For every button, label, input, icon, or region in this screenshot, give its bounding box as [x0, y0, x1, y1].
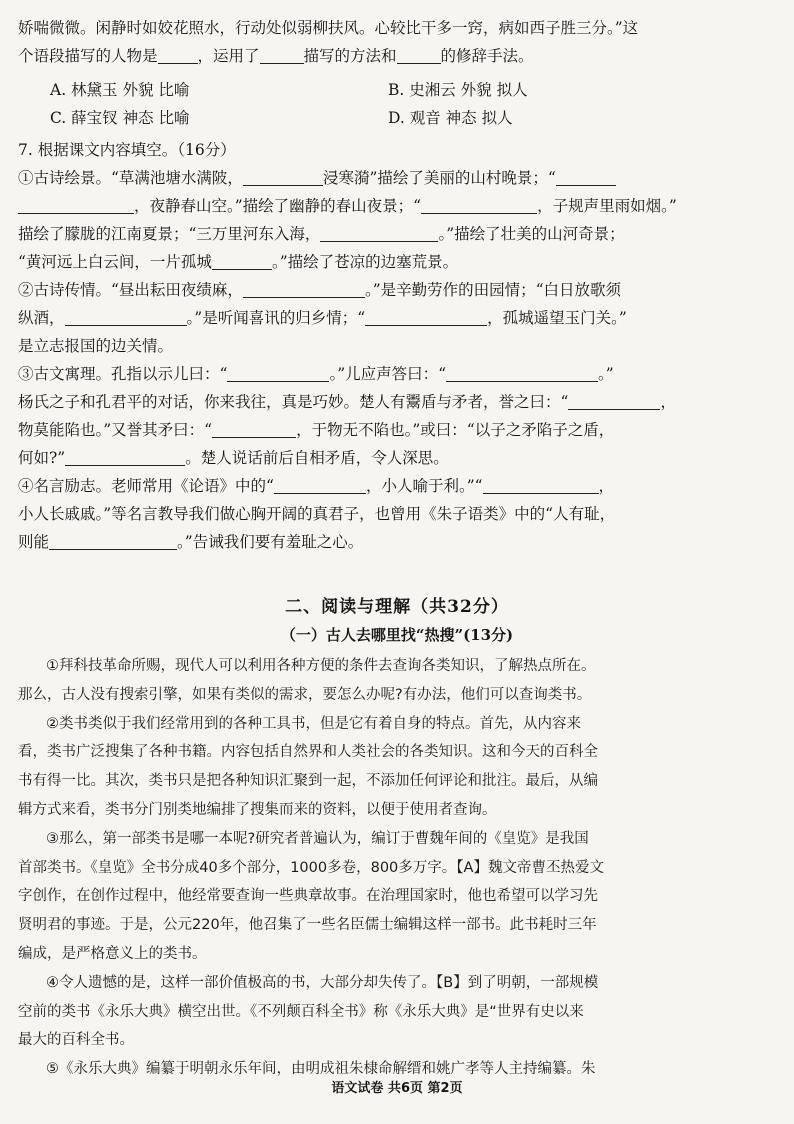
q7-line [18, 248, 776, 276]
answer-blank[interactable] [227, 365, 329, 382]
answer-blank[interactable] [274, 477, 366, 494]
option-d[interactable]: D. 观音 神态 拟人 [388, 109, 513, 127]
answer-blank[interactable] [320, 225, 438, 242]
q7-line [18, 444, 776, 472]
q7-text: ④名言励志。老师常用《论语》中的“ [18, 477, 274, 495]
question-7 [18, 136, 776, 556]
answer-blank[interactable] [18, 197, 134, 214]
section-title: 二、阅读与理解（共32分） [285, 597, 509, 617]
q7-text: ，于物无不陷也。”或曰：“以子之矛陷子之盾， [296, 421, 615, 439]
q7-text: ②古诗传情。“昼出耘田夜绩麻， [18, 281, 243, 299]
passage-line: 书有得一比。其次，类书只是把各种知识汇聚到一起，不添加任何评论和批注。最后，从编 [18, 773, 598, 790]
q7-text: 纵酒， [18, 309, 65, 327]
passage-line: 贤明君的事迹。于是，公元220年，他召集了一些名臣儒士编辑这样一部书。此书耗时三年 [18, 917, 597, 934]
q7-line [18, 360, 776, 388]
q7-line [18, 164, 776, 192]
answer-blank[interactable] [421, 197, 537, 214]
option-a[interactable]: A. 林黛玉 外貌 比喻 [50, 81, 190, 99]
answer-blank[interactable] [568, 393, 660, 410]
answer-blank[interactable] [446, 365, 598, 382]
q6-text-line-blanks [18, 42, 776, 70]
answer-blank[interactable] [365, 309, 487, 326]
answer-blank[interactable] [243, 169, 323, 186]
reading-passage [18, 652, 778, 1084]
q7-text: 。”告诫我们要有羞耻之心。 [177, 533, 364, 551]
q7-text: ， [660, 393, 676, 411]
passage-line: 看，类书广泛搜集了各种书籍。内容包括自然界和人类社会的各类知识。这和今天的百科全 [18, 744, 598, 761]
passage-line: 首部类书。《皇览》全书分成40多个部分，1000多卷，800多万字。【A】魏文帝曹丕热爱文 [18, 859, 604, 876]
q7-line [18, 388, 776, 416]
q7-line [18, 528, 776, 556]
option-b[interactable]: B. 史湘云 外貌 拟人 [388, 81, 528, 99]
q7-text: 。” [598, 365, 614, 383]
passage-line: 空前的类书《永乐大典》横空出世。《不列颠百科全书》称《永乐大典》是“世界有史以来 [18, 1003, 584, 1020]
q6-text: 描写的方法和 [303, 47, 397, 65]
q7-text: ，子规声里雨如烟。” [537, 197, 677, 215]
q7-text: 物莫能陷也。”又誉其矛曰：“ [18, 421, 213, 439]
passage-line: ③那么，第一部类书是哪一本呢?研究者普遍认为，编订于曹魏年间的《皇览》是我国 [46, 830, 589, 847]
q7-text: ，夜静春山空。”描绘了幽静的春山夜景；“ [134, 197, 422, 215]
answer-blank[interactable] [212, 253, 272, 270]
passage-line: 编成，是严格意义上的类书。 [18, 945, 207, 962]
answer-blank[interactable] [260, 47, 304, 64]
q6-text: 的修辞手法。 [440, 47, 534, 65]
q7-text: 。楚人说话前后自相矛盾，令人深思。 [185, 449, 449, 467]
passage-line: ②类书类似于我们经常用到的各种工具书，但是它有着自身的特点。首先，从内容来 [46, 715, 581, 732]
passage-line: ①拜科技革命所赐，现代人可以利用各种方便的条件去查询各类知识，了解热点所在。 [46, 658, 596, 674]
answer-blank[interactable] [65, 309, 187, 326]
q7-text: ①古诗绘景。“草满池塘水满陂， [18, 169, 243, 187]
passage-line: ⑤《永乐大典》编纂于明朝永乐年间，由明成祖朱棣命解缙和姚广孝等人主持编纂。朱 [46, 1061, 596, 1078]
q7-text: 。”描绘了苍凉的边塞荒景。 [271, 253, 459, 271]
q7-text: ，孤城遥望玉门关。” [487, 309, 627, 327]
q7-title: 7. 根据课文内容填空。（16分） [18, 141, 236, 159]
q7-text: “黄河远上白云间，一片孤城 [18, 253, 212, 271]
q7-line: 小人长戚戚。”等名言教导我们做心胸开阔的真君子，也曾用《朱子语类》中的“人有耻， [18, 505, 616, 523]
question-6 [18, 14, 776, 70]
q7-line [18, 220, 776, 248]
page-footer: 语文试卷 共6页 第2页 [331, 1081, 463, 1096]
q7-line [18, 416, 776, 444]
answer-blank[interactable] [212, 421, 296, 438]
q7-text: 杨氏之子和孔君平的对话，你来我往，真是巧妙。楚人有鬻盾与矛者，誉之曰：“ [18, 393, 569, 411]
q6-text-line: 娇喘微微。闲静时如姣花照水，行动处似弱柳扶风。心较比干多一窍，病如西子胜三分。”这 [18, 19, 639, 37]
q7-text: ③古文寓理。孔指以示儿曰：“ [18, 365, 228, 383]
q7-text: 。”儿应声答曰：“ [329, 365, 447, 383]
q7-line [18, 304, 776, 332]
q7-text: ，小人喻于利。”“ [365, 477, 483, 495]
passage-line: 最大的百科全书。 [18, 1032, 134, 1049]
q7-text: 浸寒漪”描绘了美丽的山村晚景；“ [322, 169, 556, 187]
passage-line: 那么，古人没有搜索引擎，如果有类似的需求，要怎么办呢?有办法，他们可以查询类书。 [18, 686, 592, 703]
passage-line: 字创作，在创作过程中，他经常要查询一些典章故事。在治理国家时，他也希望可以学习先 [18, 888, 598, 905]
q7-text: 描绘了朦胧的江南夏景；“三万里河东入海， [18, 225, 321, 243]
q7-line: 是立志报国的边关情。 [18, 337, 174, 355]
q7-line [18, 192, 776, 220]
q7-text: 何如?” [18, 449, 66, 467]
q7-line [18, 472, 776, 500]
answer-blank[interactable] [158, 47, 198, 64]
answer-blank[interactable] [49, 533, 177, 550]
q7-text: 。”是辛勤劳作的田园情；“白日放歌须 [364, 281, 622, 299]
q7-text: 则能 [18, 533, 50, 551]
answer-blank[interactable] [397, 47, 441, 64]
answer-blank[interactable] [483, 477, 599, 494]
q7-text: 。”描绘了壮美的山河奇景； [438, 225, 625, 243]
passage-line: 辑方式来看，类书分门别类地编排了搜集而来的资料，以便于使用者查询。 [18, 801, 497, 818]
q7-line [18, 276, 776, 304]
q6-text: ，运用了 [197, 47, 260, 65]
answer-blank[interactable] [65, 449, 185, 466]
q7-text: ， [598, 477, 615, 495]
passage-line: ④令人遗憾的是，这样一部价值极高的书，大部分却失传了。【B】到了明朝，一部规模 [46, 974, 599, 991]
answer-blank[interactable] [243, 281, 365, 298]
passage-title: （一）古人去哪里找“热搜”(13分) [280, 626, 514, 644]
q7-text: 。”是听闻喜讯的归乡情；“ [186, 309, 366, 327]
option-c[interactable]: C. 薛宝钗 神态 比喻 [50, 109, 190, 127]
q6-text: 个语段描写的人物是 [18, 47, 158, 65]
answer-blank[interactable] [556, 169, 616, 186]
